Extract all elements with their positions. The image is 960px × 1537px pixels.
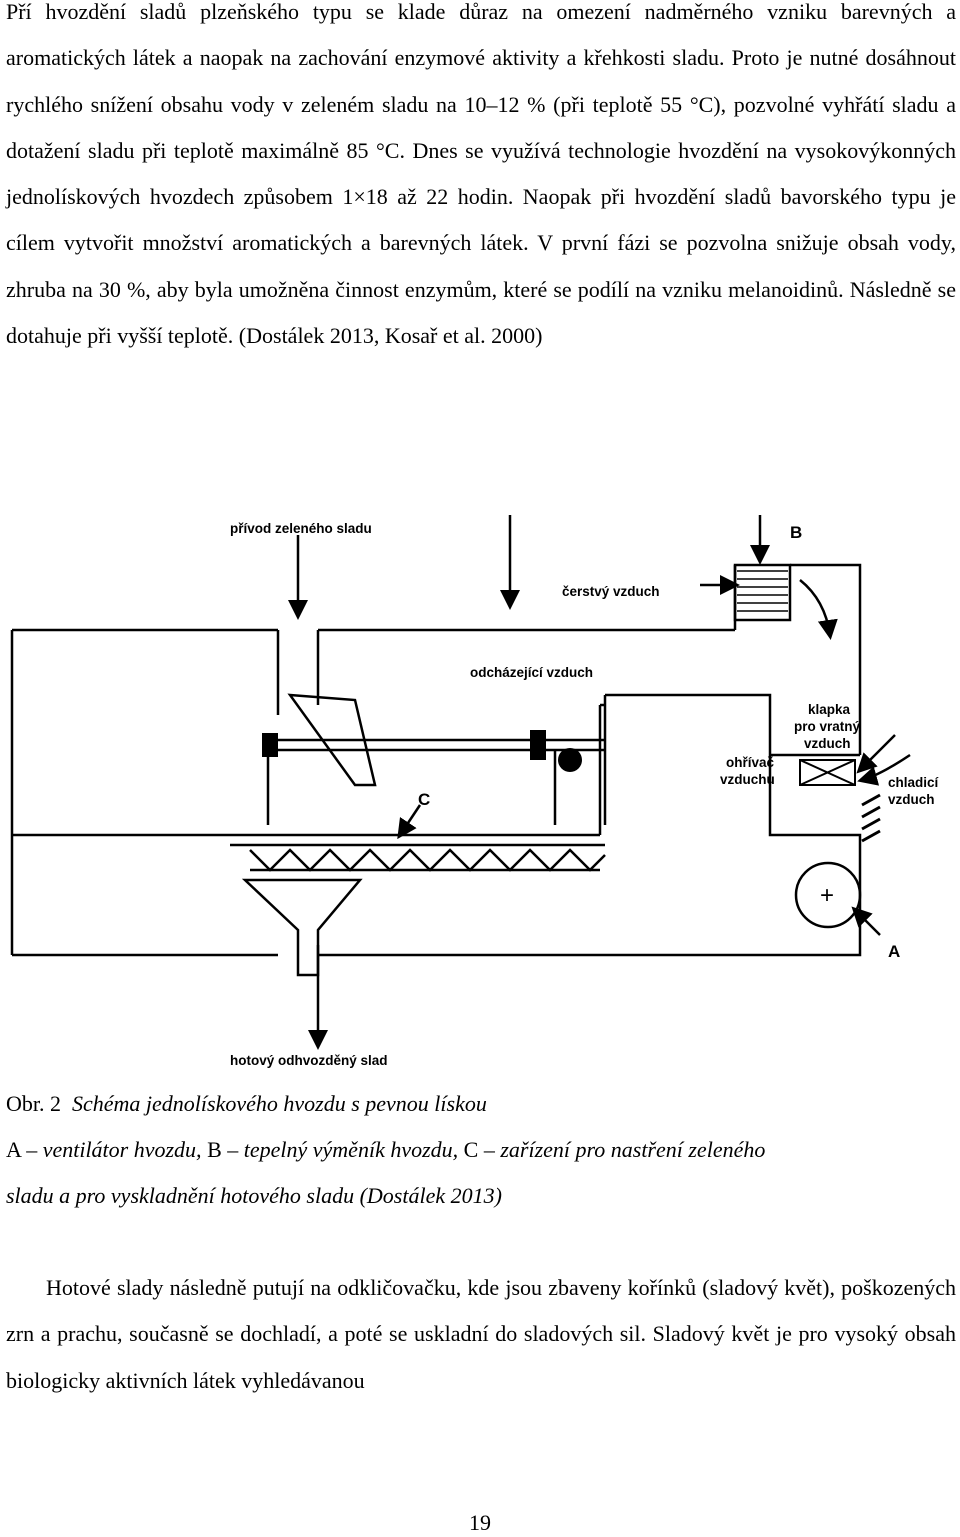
label-fresh-air: čerstvý vzduch — [562, 584, 660, 599]
legend-key-b: B — [207, 1137, 222, 1162]
legend-text-b: tepelný výměník hvozdu, — [243, 1137, 459, 1162]
legend-text-a: ventilátor hvozdu, — [42, 1137, 202, 1162]
heat-exchanger-hatch — [737, 571, 788, 611]
legend-sep-b: – — [227, 1137, 239, 1162]
label-return-flap-3: vzduch — [804, 736, 851, 751]
figure-legend — [6, 1127, 956, 1219]
label-return-flap-2: pro vratný — [794, 719, 861, 734]
cooling-grille — [862, 795, 880, 841]
legend-key-a: A — [6, 1137, 21, 1162]
kiln-diagram — [0, 505, 960, 1075]
body-paragraph-1: Pří hvozdění sladů plzeňského typu se klade důraz na omezení nadměrného vzniku barevných a aromatických látek a naopak na zachování enzymové aktivity a křehkosti sladu. Proto je nutné dosáhnout rychlého snížení obsahu vody v zeleném sladu na 10–12 % (při teplotě 55 °C), pozvolné vyhřátí sladu a dotažení sladu při teplotě maximálně 85 °C. Dnes se využívá technologie hvozdění na vysokovýkonných jednolískových hvozdech způsobem 1×18 až 22 hodin. Naopak při hvozdění sladů bavorského typu je cílem vytvořit množství aromatických a barevných látek. V první fázi se pozvolna snižuje obsah vody, zhruba na 30 %, aby byla umožněna činnost enzymům, které se podílí na vzniku melanoidinů. Následně se dotahuje při vyšší teplotě. (Dostálek 2013, Kosař et al. 2000) — [6, 0, 956, 349]
body-paragraph-2: Hotové slady následně putují na odkličovačku, kde jsou zbaveny kořínků (sladový květ), poškozených zrn a prachu, současně se dochladí, a poté se uskladní do sladových sil. Sladový květ je pro vysoký obsah biologicky aktivních látek vyhledávanou — [6, 1275, 956, 1393]
letter-b: B — [790, 523, 803, 542]
letter-c: C — [418, 790, 431, 809]
legend-sep-a: – — [26, 1137, 38, 1162]
label-air-heater-2: vzduchu — [720, 772, 775, 787]
fan-symbol: + — [820, 882, 835, 909]
motor-right — [558, 748, 582, 772]
label-air-heater-1: ohřívač — [726, 755, 775, 770]
label-exhaust-air: odcházející vzduch — [470, 665, 594, 680]
label-cooling-air-2: vzduch — [888, 792, 935, 807]
kiln-outline — [12, 565, 860, 975]
return-air-flap — [800, 760, 855, 785]
label-green-malt-inlet: přívod zeleného sladu — [230, 521, 372, 536]
page-number: 19 — [469, 1510, 491, 1535]
motor-mid — [530, 730, 546, 760]
screw-conveyor — [250, 850, 605, 870]
letter-a: A — [888, 942, 901, 961]
figure-title: Schéma jednolískového hvozdu s pevnou lískou — [72, 1091, 487, 1116]
figure-number: Obr. 2 — [6, 1091, 61, 1116]
legend-text-c: zařízení pro nastření zeleného — [500, 1137, 766, 1162]
figure-caption-line1 — [6, 1081, 956, 1127]
legend-line2: sladu a pro vyskladnění hotového sladu (Dostálek 2013) — [6, 1183, 502, 1208]
motor-left — [262, 733, 278, 757]
label-return-flap-1: klapka — [808, 702, 851, 717]
legend-key-c: C — [463, 1137, 479, 1162]
legend-sep-c: – — [483, 1137, 495, 1162]
label-finished-malt: hotový odhvozděný slad — [230, 1053, 388, 1068]
label-cooling-air-1: chladicí — [888, 775, 939, 790]
